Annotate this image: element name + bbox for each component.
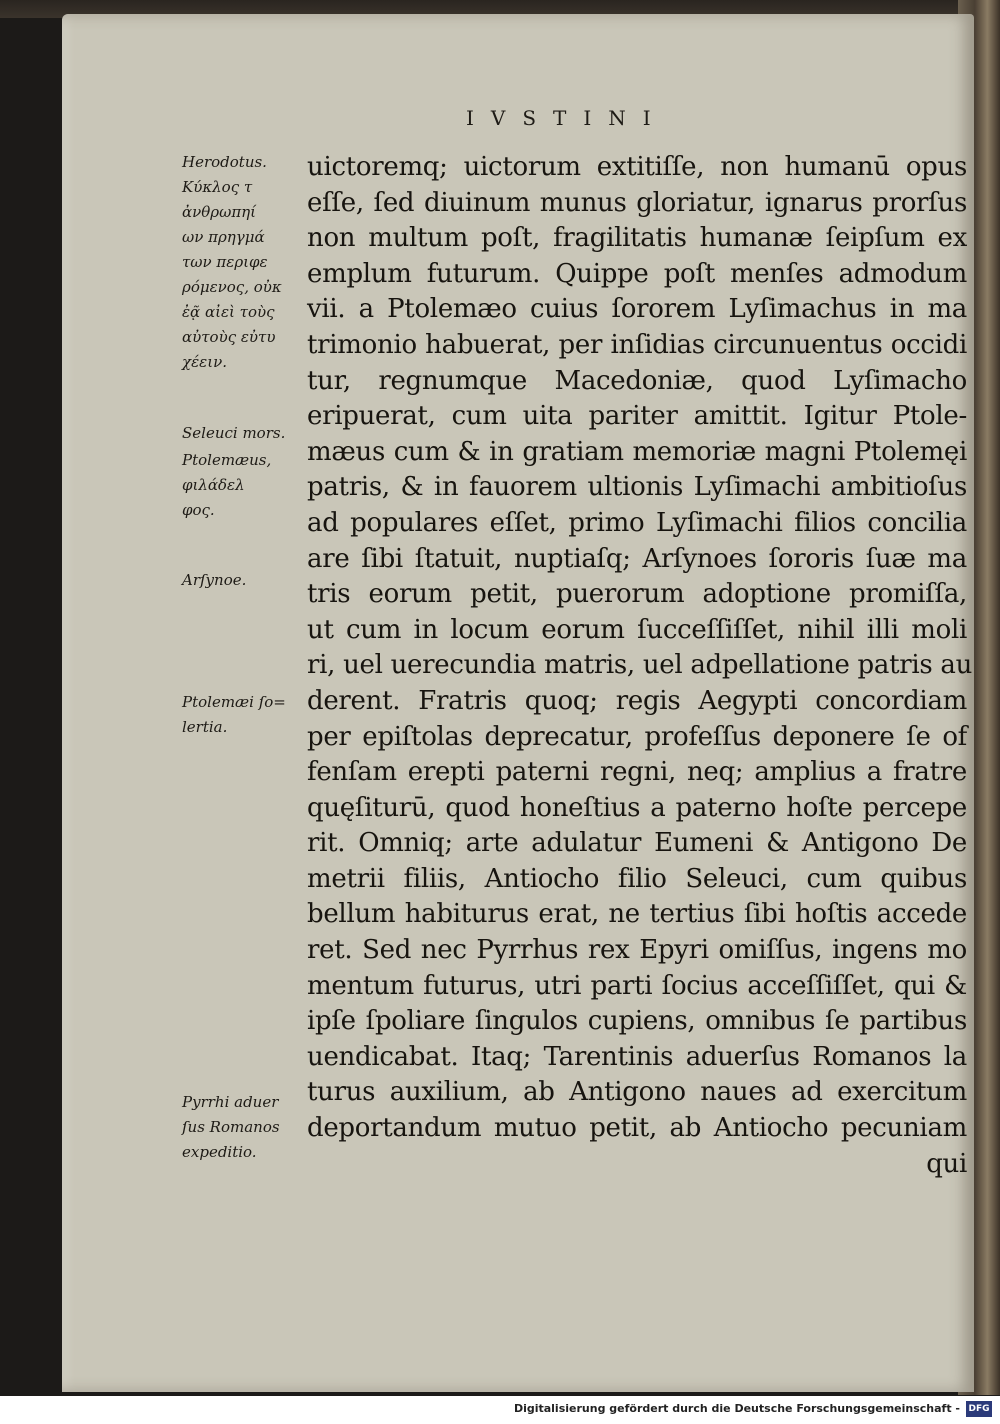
text-line: derent. Fratris quoq; regis Aegypti concordiam [307, 685, 967, 716]
text-line: patris, & in fauorem ultionis Lyſimachi ambitioſus [307, 472, 967, 503]
text-line: ret. Sed nec Pyrrhus rex Epyri omiſſus, ingens mo [307, 935, 967, 966]
text-line: ad populares eſſet, primo Lyſimachi filios concilia [307, 507, 967, 538]
marginal-note-ptolemaeus: Ptolemæus, φιλάδελ φος. [182, 451, 272, 519]
text-line: deportandum mutuo petit, ab Antiocho pecuniam [307, 1113, 967, 1144]
marginal-note-arsynoe: Arſynoe. [182, 571, 247, 589]
marginal-note-seleuci-mors: Seleuci mors. [182, 424, 286, 442]
text-line: trimonio habuerat, per inſidias circunuentus occidi [307, 329, 967, 360]
marginal-note-pyrrhi-expeditio: Pyrrhi aduer ſus Romanos expeditio. [182, 1093, 280, 1161]
text-line: quęſiturū, quod honeſtius a paterno hoſte percepe [307, 792, 967, 823]
marginal-note-herodotus: Herodotus. Κύκλος τ ἀνθρωπηί ων πρηγμά των περιφε ρόμενος, οὐκ ἐᾷ αἰεὶ τοὺς αὐτοὺς εὐτυ χέειν. [182, 153, 282, 371]
text-line: rit. Omniq; arte adulatur Eumeni & Antigono De [307, 828, 967, 859]
text-line: mentum futurus, utri parti ſocius acceſſiſſet, qui & [307, 970, 967, 1001]
catchword: qui [926, 1148, 967, 1179]
text-line: bellum habiturus erat, ne tertius ſibi hoſtis accede [307, 899, 967, 930]
text-line: ut cum in locum eorum ſucceſſiſſet, nihil illi moli [307, 614, 967, 645]
body-text [307, 150, 973, 1182]
text-line: mæus cum & in gratiam memoriæ magni Ptolemęi [307, 436, 967, 467]
text-line: eſſe, ſed diuinum munus gloriatur, ignarus prorſus [307, 187, 967, 218]
text-line: are ſibi ſtatuit, nuptiaſq; Arſynoes ſororis ſuæ ma [307, 543, 967, 574]
text-line: ri, uel uerecundia matris, uel adpellatione patris au [307, 650, 973, 681]
text-line: per epiſtolas deprecatur, profeſſus deponere ſe of [307, 721, 967, 752]
text-line: uictoremq; uictorum extitiſſe, non humanū opus [307, 152, 967, 182]
text-line: ipſe ſpoliare ſingulos cupiens, omnibus ſe partibus [307, 1006, 967, 1037]
text-line: fenſam erepti paterni regni, neq; amplius a fratre [307, 757, 967, 788]
text-line: vii. a Ptolemæo cuius ſororem Lyſimachus in ma [307, 294, 967, 325]
text-line: tris eorum petit, puerorum adoptione promiſſa, [307, 579, 967, 610]
dfg-logo: DFG [966, 1401, 992, 1417]
marginal-note-ptolemaei-solertia: Ptolemæi ſo= lertia. [182, 693, 286, 736]
text-line: emplum futurum. Quippe poſt menſes admodum [307, 258, 967, 289]
footer-bar [0, 1396, 1000, 1424]
text-line: metrii filiis, Antiocho filio Seleuci, cum quibus [307, 863, 967, 894]
text-line: eripuerat, cum uita pariter amittit. Igitur Ptole- [307, 401, 967, 432]
text-line: tur, regnumque Macedoniæ, quod Lyſimacho [307, 365, 967, 396]
running-head: IVSTINI [466, 106, 668, 130]
text-line: uendicabat. Itaq; Tarentinis aduerſus Romanos la [307, 1041, 967, 1072]
text-line: turus auxilium, ab Antigono naues ad exercitum [307, 1077, 967, 1108]
text-line: non multum poſt, fragilitatis humanæ ſeipſum ex [307, 223, 967, 254]
footer-credit: Digitalisierung gefördert durch die Deutsche Forschungsgemeinschaft - [513, 1402, 960, 1415]
